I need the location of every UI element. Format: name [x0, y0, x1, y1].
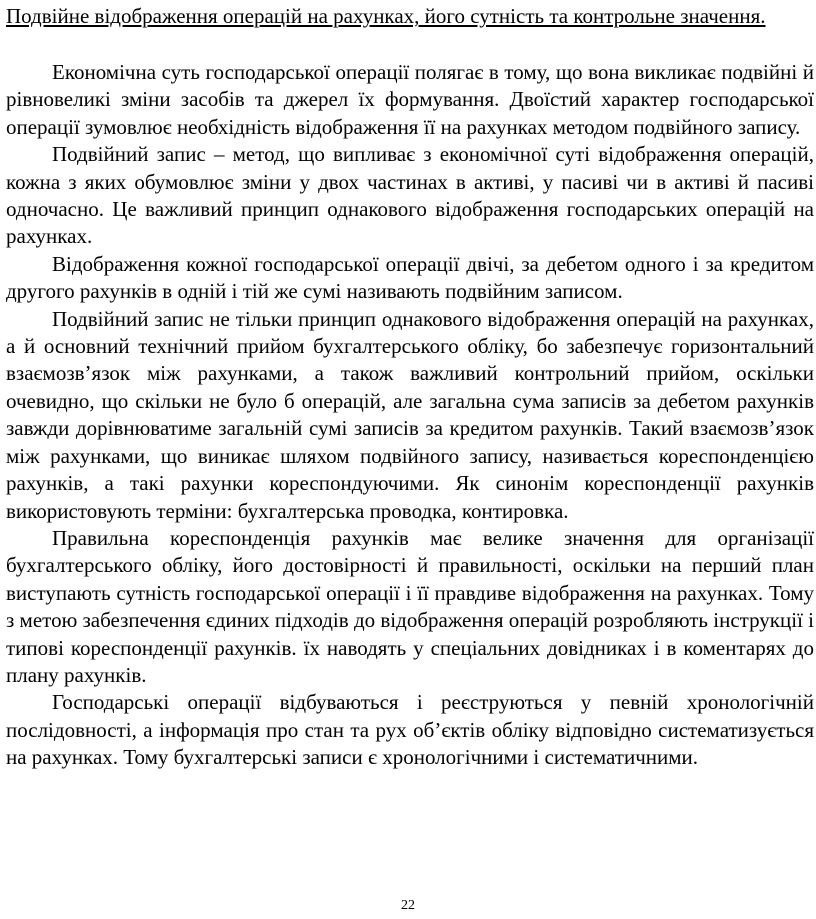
- paragraph-economic-essence: Економічна суть господарської операції полягає в тому, що вона викликає подвійні й рівновеликі зміни засобів та джерел їх формування. Двоїстий характер господарської операції зумовлює необхідність відображення її на рахунках методом подвійного запису.: [6, 60, 814, 139]
- paragraph-chronological-records: Господарські операції відбуваються і реєструються у певній хронологічній послідовності, а інформація про стан та рух об’єктів обліку відповідно систематизується на рахунках. Тому бухгалтерські записи є хронологічними і систематичними.: [6, 690, 814, 770]
- paragraph-correct-correspondence: Правильна кореспонденція рахунків має велике значення для організації бухгалтерського обліку, його достовірності й правильності, оскільки на перший план виступають сутність господарської операції і її правдиве відображення на рахунках. Тому з метою забезпечення єдиних підходів до відображення операцій розробляють інструкції і типові кореспонденції рахунків. їх наводять у спеціальних довідниках і в коментарях до плану рахунків.: [6, 525, 814, 687]
- section-heading: Подвійне відображення операцій на рахунках, його сутність та контрольне значення.: [6, 4, 766, 28]
- paragraph-account-correspondence: Подвійний запис не тільки принцип однакового відображення операцій на рахунках, а й основний технічний прийом бухгалтерського обліку, бо забезпечує горизонтальний взаємозв’язок між рахунками, а також важливий контрольний прийом, оскільки очевидно, що скільки не було б операцій, але загальна сума записів за дебетом рахунків завжди дорівнюватиме загальній сумі записів за кредитом рахунків. Такий взаємозв’язок між рахунками, що виникає шляхом подвійного запису, називається кореспонденцією рахунків, а такі рахунки кореспондуючими. Як синонім кореспонденції рахунків використовують терміни: бухгалтерська проводка, контировка.: [6, 306, 814, 523]
- paragraph-double-entry-definition: Відображення кожної господарської операції двічі, за дебетом одного і за кредитом другого рахунків в одній і тій же сумі називають подвійним записом.: [6, 251, 814, 304]
- paragraph-double-entry-method: Подвійний запис – метод, що випливає з економічної суті відображення операцій, кожна з яких обумовлює зміни у двох частинах в активі, у пасиві чи в активі й пасиві одночасно. Це важливий принцип однакового відображення господарських операцій на рахунках.: [6, 142, 814, 249]
- document-page: [6, 0, 814, 772]
- page-number: 22: [401, 898, 415, 913]
